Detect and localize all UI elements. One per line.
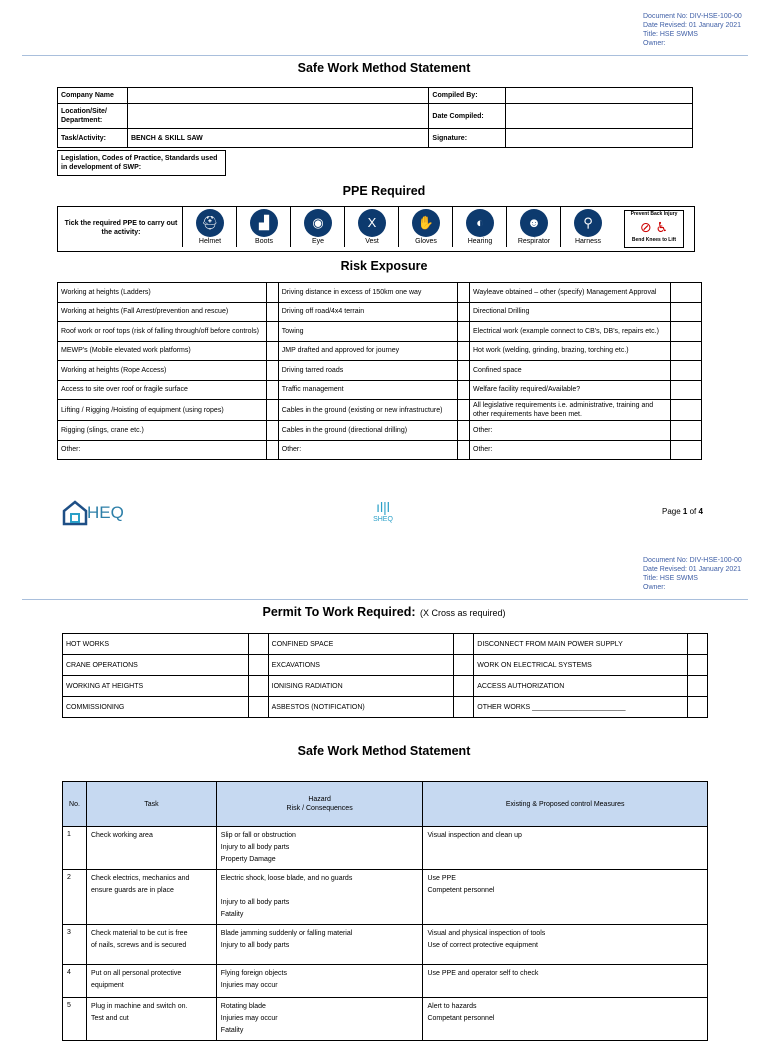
controls-line: Competent personnel [427,887,495,894]
risk-label: Access to site over roof or fragile surface [58,380,267,400]
task-value[interactable]: BENCH & SKILL SAW [127,129,428,148]
ppe-checkbox-helmet[interactable] [182,207,237,247]
permit-label: OTHER WORKS ________________________ [474,697,688,718]
step-hazard [216,998,423,1041]
risk-label: Working at heights (Ladders) [58,283,267,303]
hearing-icon: ◐ [466,209,494,237]
table-row [58,322,702,342]
legislation-label: Legislation, Codes of Practice, Standards used in development of SWP: [58,151,226,176]
house-logo-icon [62,500,88,526]
doc-title: Title: HSE SWMS [643,31,698,38]
col-no: No. [63,782,87,827]
ppe-title: PPE Required [342,184,426,198]
col-hazard: Hazard Risk / Consequences [216,782,423,827]
col-task: Task [86,782,216,827]
risk-label: Other: [58,440,267,460]
table-row [63,676,708,697]
hazard-line: Injuries may occur [220,982,278,989]
step-controls [423,965,708,998]
page-number: Page 1 of 4 [662,507,703,516]
task-line: ensure guards are in place [90,887,174,894]
ppe-label: Boots [255,238,273,245]
ppe-label: Eye [311,238,325,245]
company-name-label: Company Name [58,88,128,104]
table-row [63,697,708,718]
back-sign-bottom: Bend Knees to Lift [631,237,677,243]
task-line: Check working area [90,832,153,839]
risk-checkbox[interactable] [457,440,469,460]
sheq-logo-text: SHEQ [373,516,393,523]
hazard-line: Rotating blade [220,1003,266,1010]
risk-checkbox[interactable] [457,302,469,322]
step-controls [423,870,708,925]
permit-checkbox[interactable] [687,676,707,697]
hazard-line: Flying foreign objects [220,970,287,977]
permit-label: WORK ON ELECTRICAL SYSTEMS [474,655,688,676]
table-row [63,870,708,925]
controls-line: Alert to hazards [427,1003,477,1010]
permit-checkbox[interactable] [248,655,268,676]
hazard-line: Electric shock, loose blade, and no guards [220,875,353,882]
risk-label: Other: [278,440,457,460]
date-compiled-field[interactable] [506,104,693,129]
risk-checkbox[interactable] [457,283,469,303]
eye-icon: ◉ [304,209,332,237]
table-row [58,283,702,303]
task-line: of nails, screws and is secured [90,942,187,949]
ppe-panel [57,206,695,252]
risk-checkbox[interactable] [457,322,469,342]
risk-label: Other: [470,440,671,460]
risk-checkbox[interactable] [266,361,278,381]
risk-label: All legislative requirements i.e. administrative, training and other requirements have been met. [470,400,671,421]
doc-title-2: Title: HSE SWMS [643,575,698,582]
legislation-field[interactable] [225,151,693,176]
permit-label: CONFINED SPACE [268,634,454,655]
risk-label: Driving tarred roads [278,361,457,381]
risk-table [57,282,702,460]
task-line: Put on all personal protective [90,970,182,977]
task-label: Task/Activity: [58,129,128,148]
risk-checkbox[interactable] [266,380,278,400]
risk-checkbox[interactable] [266,440,278,460]
table-row [63,965,708,998]
step-hazard [216,827,423,870]
doc-number-2: Document No: DIV-HSE-100-00 [643,557,742,564]
boots-icon: ▟ [250,209,278,237]
info-table [57,87,693,148]
table-row [58,421,702,441]
permit-checkbox[interactable] [454,676,474,697]
step-number: 4 [63,965,87,998]
harness-icon: ⚲ [574,209,602,237]
permit-label: ACCESS AUTHORIZATION [474,676,688,697]
swms-table [62,781,708,1041]
sheq-logo-icon: ıl|l [376,499,390,515]
table-row [63,655,708,676]
hazard-line: Injury to all body parts [220,942,290,949]
task-line: equipment [90,982,124,989]
ppe-label: Hearing [467,238,493,245]
table-row [63,827,708,870]
step-task [86,965,216,998]
permit-label: EXCAVATIONS [268,655,454,676]
heq-logo-text: HEQ [87,503,124,522]
ppe-checkbox-eye[interactable] [290,207,345,247]
task-line: Check material to be cut is free [90,930,188,937]
permit-checkbox[interactable] [248,697,268,718]
task-line: Plug in machine and switch on. [90,1003,188,1010]
vest-icon: X [358,209,386,237]
col-controls: Existing & Proposed control Measures [423,782,708,827]
ppe-label: Harness [574,238,602,245]
location-label: Location/Site/ Department: [58,104,128,129]
date-revised: Date Revised: 01 January 2021 [643,22,742,29]
permit-label: ASBESTOS (NOTIFICATION) [268,697,454,718]
doc-number: Document No: DIV-HSE-100-00 [643,13,742,20]
controls-line: Visual and physical inspection of tools [427,930,546,937]
permit-title: Permit To Work Required: [262,605,416,619]
compiled-by-label: Compiled By: [429,88,506,104]
risk-label: Traffic management [278,380,457,400]
controls-line: Use PPE and operator self to check [427,970,539,977]
permit-checkbox[interactable] [454,634,474,655]
risk-checkbox[interactable] [266,283,278,303]
risk-label: Roof work or roof tops (risk of falling through/off before controls) [58,322,267,342]
table-row [58,440,702,460]
permit-label: HOT WORKS [63,634,249,655]
legislation-table [57,150,693,176]
document-meta [643,12,742,48]
risk-label: JMP drafted and approved for journey [278,341,457,361]
risk-checkbox[interactable] [671,283,702,303]
table-row [63,998,708,1041]
permit-checkbox[interactable] [687,697,707,718]
permit-label: WORKING AT HEIGHTS [63,676,249,697]
step-number: 1 [63,827,87,870]
risk-label: Wayleave obtained – other (specify) Management Approval [470,283,671,303]
risk-checkbox[interactable] [457,341,469,361]
risk-checkbox[interactable] [671,440,702,460]
risk-checkbox[interactable] [671,400,702,421]
ppe-checkbox-vest[interactable] [344,207,399,247]
company-name-field[interactable] [127,88,428,104]
gloves-icon: ✋ [412,209,440,237]
step-task [86,998,216,1041]
table-row [58,380,702,400]
helmet-icon: ⛑ [196,209,224,237]
hazard-line: Slip or fall or obstruction [220,832,296,839]
risk-label: Driving distance in excess of 150km one way [278,283,457,303]
step-task [86,925,216,965]
risk-label: Other: [470,421,671,441]
ppe-label: Vest [365,238,379,245]
date-revised-2: Date Revised: 01 January 2021 [643,566,742,573]
risk-label: Rigging (slings, crane etc.) [58,421,267,441]
swms-title: Safe Work Method Statement [297,744,471,758]
hazard-line [221,885,419,897]
step-hazard [216,965,423,998]
step-hazard [216,870,423,925]
controls-line: Competant personnel [427,1015,495,1022]
step-task [86,827,216,870]
risk-label: Electrical work (example connect to CB's, DB's, repairs etc.) [470,322,671,342]
risk-label: Cables in the ground (directional drilling) [278,421,457,441]
signature-label: Signature: [429,129,506,148]
risk-checkbox[interactable] [457,361,469,381]
heq-logo [62,500,122,526]
no-bending-icon: ⊘ ♿ [639,219,669,235]
risk-label: MEWP's (Mobile elevated work platforms) [58,341,267,361]
risk-checkbox[interactable] [671,322,702,342]
controls-line: Use PPE [427,875,456,882]
permit-label: CRANE OPERATIONS [63,655,249,676]
hazard-line: Injury to all body parts [220,899,290,906]
permit-note: (X Cross as required) [419,608,506,618]
back-sign-top: Prevent Back Injury [630,211,678,217]
risk-checkbox[interactable] [671,380,702,400]
owner: Owner: [643,40,666,47]
risk-label: Confined space [470,361,671,381]
step-controls [423,827,708,870]
document-meta-2 [643,556,742,592]
risk-label: Working at heights (Rope Access) [58,361,267,381]
date-compiled-label: Date Compiled: [429,104,506,129]
table-row [58,361,702,381]
permit-table [62,633,708,718]
sheq-logo [368,498,398,523]
ppe-checkbox-respirator[interactable] [506,207,561,247]
risk-checkbox[interactable] [457,421,469,441]
risk-label: Directional Drilling [470,302,671,322]
task-line: Check electrics, mechanics and [90,875,190,882]
permit-label: IONISING RADIATION [268,676,454,697]
permit-checkbox[interactable] [454,655,474,676]
risk-checkbox[interactable] [266,302,278,322]
hazard-line: Property Damage [220,856,276,863]
respirator-icon: ☻ [520,209,548,237]
table-row [58,341,702,361]
risk-label: Cables in the ground (existing or new infrastructure) [278,400,457,421]
task-line: Test and cut [90,1015,129,1022]
back-injury-sign [624,210,684,248]
ppe-checkbox-boots[interactable] [236,207,291,247]
ppe-label: Respirator [517,238,551,245]
permit-checkbox[interactable] [248,676,268,697]
risk-checkbox[interactable] [266,322,278,342]
hazard-line: Fatality [220,1027,244,1034]
step-number: 3 [63,925,87,965]
page-title: Safe Work Method Statement [297,61,471,75]
controls-line: Visual inspection and clean up [427,832,522,839]
permit-checkbox[interactable] [454,697,474,718]
table-row [58,302,702,322]
ppe-checkbox-gloves[interactable] [398,207,453,247]
hazard-line: Blade jamming suddenly or falling material [220,930,353,937]
permit-heading [0,603,768,621]
risk-checkbox[interactable] [457,400,469,421]
ppe-instruction: Tick the required PPE to carry out the activity: [64,220,178,236]
hazard-line: Injuries may occur [220,1015,278,1022]
step-task [86,870,216,925]
risk-checkbox[interactable] [671,361,702,381]
ppe-checkbox-hearing[interactable] [452,207,507,247]
hazard-line: Injury to all body parts [220,844,290,851]
header-divider-2 [22,599,748,600]
risk-label: Lifting / Rigging /Hoisting of equipment (using ropes) [58,400,267,421]
table-row [63,634,708,655]
risk-checkbox[interactable] [266,421,278,441]
controls-line: Use of correct protective equipment [427,942,538,949]
risk-label: Towing [278,322,457,342]
risk-checkbox[interactable] [671,421,702,441]
step-number: 2 [63,870,87,925]
location-field[interactable] [127,104,428,129]
permit-checkbox[interactable] [248,634,268,655]
step-hazard [216,925,423,965]
header-divider [22,55,748,56]
table-row [58,400,702,421]
ppe-label: Helmet [198,238,222,245]
permit-checkbox[interactable] [687,655,707,676]
risk-title: Risk Exposure [340,259,428,273]
risk-checkbox[interactable] [457,380,469,400]
ppe-label: Gloves [415,238,437,245]
risk-label: Hot work (welding, grinding, brazing, torching etc.) [470,341,671,361]
risk-checkbox[interactable] [671,302,702,322]
risk-checkbox[interactable] [671,341,702,361]
step-controls [423,998,708,1041]
owner-2: Owner: [643,584,666,591]
ppe-checkbox-harness[interactable] [560,207,615,247]
risk-checkbox[interactable] [266,341,278,361]
permit-label: DISCONNECT FROM MAIN POWER SUPPLY [474,634,688,655]
risk-checkbox[interactable] [266,400,278,421]
risk-label: Driving off road/4x4 terrain [278,302,457,322]
hazard-line: Fatality [220,911,244,918]
risk-label: Working at heights (Fall Arrest/prevention and rescue) [58,302,267,322]
step-controls [423,925,708,965]
signature-field[interactable] [506,129,693,148]
step-number: 5 [63,998,87,1041]
compiled-by-field[interactable] [506,88,693,104]
table-row [63,925,708,965]
permit-checkbox[interactable] [687,634,707,655]
risk-label: Welfare facility required/Available? [470,380,671,400]
permit-label: COMMISSIONING [63,697,249,718]
